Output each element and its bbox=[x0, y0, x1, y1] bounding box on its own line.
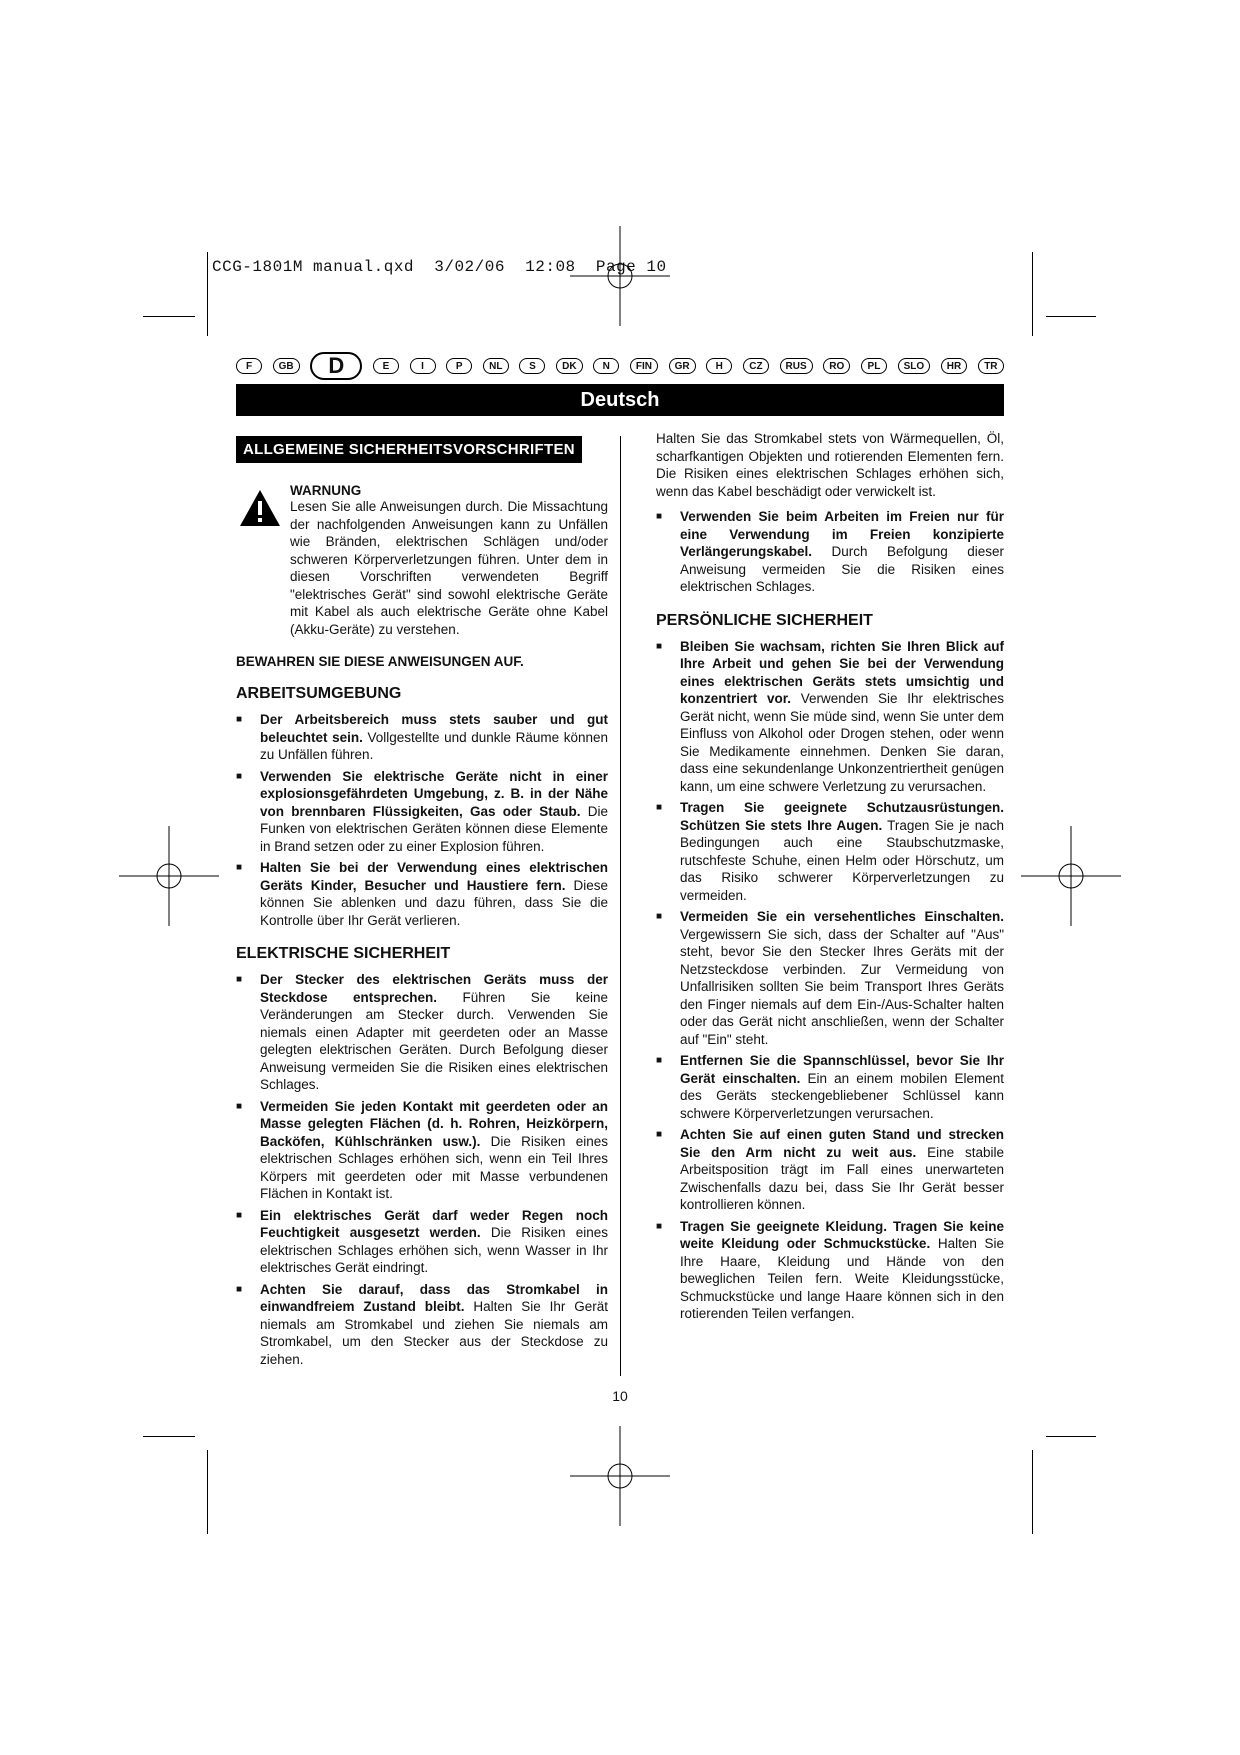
warning-block bbox=[236, 483, 608, 638]
warning-text: Lesen Sie alle Anweisungen durch. Die Missachtung der nachfolgenden Anweisungen kann zu Unfällen wie Bränden, elektrischen Schlägen und/oder schweren Körperverletzungen führen. Unter dem in diesen Vorschriften verwendeten Begriff "elektrisches Gerät" sind sowohl elektrische Geräte mit Kabel als auch elektrische Geräte ohne Kabel (Akku-Geräte) zu verstehen. bbox=[290, 499, 608, 637]
list-item: ■ Verwenden Sie beim Arbeiten im Freien nur für eine Verwendung im Freien konzipierte Verlängerungskabel. Durch Befolgung dieser Anweisung vermeiden Sie die Risiken eines elektrischen Schlages. bbox=[656, 508, 1004, 596]
list-item: ■ Vermeiden Sie ein versehentliches Einschalten. Vergewissern Sie sich, dass der Schalter auf "Aus" steht, bevor Sie den Stecker Ihres Geräts mit der Netzsteckdose verbinden. Zur Vermeidung von Unfallrisiken sollten Sie beim Transport Ihres Geräts den Finger niemals auf dem Ein-/Aus-Schalter halten oder das Gerät nicht anschließen, wenn der Schalter auf "Ein" steht. bbox=[656, 908, 1004, 1048]
language-banner: Deutsch bbox=[236, 384, 1004, 416]
registration-mark-icon bbox=[119, 826, 219, 926]
language-tab-cz[interactable]: CZ bbox=[743, 358, 769, 374]
language-tab-pl[interactable]: PL bbox=[861, 358, 887, 374]
crop-mark bbox=[1046, 316, 1096, 317]
page-number: 10 bbox=[612, 1388, 628, 1404]
language-tab-h[interactable]: H bbox=[706, 358, 732, 374]
crop-mark bbox=[143, 316, 195, 317]
continuation-text: Halten Sie das Stromkabel stets von Wärmequellen, Öl, scharfkantigen Objekten und rotierenden Elementen fern. Die Risiken eines elektrischen Schlages erhöhen sich, wenn das Kabel beschädigt oder verwickelt ist. bbox=[656, 431, 1004, 499]
list-item: ■ Verwenden Sie elektrische Geräte nicht in einer explosionsgefährdeten Umgebung, z. B. in der Nähe von brennbaren Flüssigkeiten, Gas oder Staub. Die Funken von elektrischen Geräten können diese Elemente in Brand setzen oder zu einer Explosion führen. bbox=[236, 768, 608, 856]
crop-mark bbox=[207, 1450, 208, 1534]
list-item: ■ Der Stecker des elektrischen Geräts muss der Steckdose entsprechen. Führen Sie keine Veränderungen am Stecker durch. Verwenden Sie niemals einen Adapter mit geerdeten oder an Masse gelegten elektrischen Geräten. Durch Befolgung dieser Anweisung vermeiden Sie die Risiken eines elektrischen Schlages. bbox=[236, 971, 608, 1094]
language-tab-e[interactable]: E bbox=[373, 358, 399, 374]
list-item: ■ Vermeiden Sie jeden Kontakt mit geerdeten oder an Masse gelegten Flächen (d. h. Rohren, Heizkörpern, Backöfen, Kühlschränken usw.). Die Risiken eines elektrischen Schlages erhöhen sich, wenn ein Teil Ihres Körpers mit geerdeten oder mit Masse verbundenen Flächen in Kontakt ist. bbox=[236, 1098, 608, 1203]
language-tab-i[interactable]: I bbox=[410, 358, 436, 374]
work-area-list bbox=[236, 711, 608, 929]
language-tab-rus[interactable]: RUS bbox=[780, 358, 813, 374]
column-divider bbox=[620, 436, 621, 1376]
list-item: ■ Halten Sie bei der Verwendung eines elektrischen Geräts Kinder, Besucher und Haustiere fern. Diese können Sie ablenken und dazu führen, dass Sie die Kontrolle über Ihr Gerät verlieren. bbox=[236, 859, 608, 929]
crop-mark bbox=[1032, 252, 1033, 336]
language-tab-fin[interactable]: FIN bbox=[630, 358, 658, 374]
electrical-outdoor-list bbox=[656, 508, 1004, 596]
list-item: ■ Ein elektrisches Gerät darf weder Regen noch Feuchtigkeit ausgesetzt werden. Die Risiken eines elektrischen Schlages erhöhen sich, wenn Wasser in Ihr elektrisches Gerät eindringt. bbox=[236, 1207, 608, 1277]
left-column bbox=[236, 436, 608, 1372]
language-tab-p[interactable]: P bbox=[446, 358, 472, 374]
registration-mark-icon bbox=[570, 226, 670, 326]
list-item: ■ Der Arbeitsbereich muss stets sauber und gut beleuchtet sein. Vollgestellte und dunkle Räume können zu Unfällen führen. bbox=[236, 711, 608, 764]
list-item: ■ Achten Sie darauf, dass das Stromkabel in einwandfreiem Zustand bleibt. Halten Sie Ihr Gerät niemals am Stromkabel und ziehen Sie niemals am Stromkabel, um den Stecker aus der Steckdose zu ziehen. bbox=[236, 1281, 608, 1369]
section-heading-electrical: ELEKTRISCHE SICHERHEIT bbox=[236, 945, 451, 962]
language-tab-tr[interactable]: TR bbox=[978, 358, 1004, 374]
crop-mark bbox=[1032, 1450, 1033, 1534]
list-item: ■ Achten Sie auf einen guten Stand und strecken Sie den Arm nicht zu weit aus. Eine stabile Arbeitsposition trägt im Fall eines unerwarteten Zwischenfalls dazu bei, dass Sie Ihr Gerät besser kontrollieren können. bbox=[656, 1126, 1004, 1214]
language-tab-hr[interactable]: HR bbox=[941, 358, 967, 374]
list-item: ■ Tragen Sie geeignete Schutzausrüstungen. Schützen Sie stets Ihre Augen. Tragen Sie je nach Bedingungen auch eine Staubschutzmaske, rutschfeste Schuhe, einen Helm oder Hörschutz, um das Risiko schwerer Körperverletzungen zu vermeiden. bbox=[656, 799, 1004, 904]
language-tab-gr[interactable]: GR bbox=[669, 358, 696, 374]
language-tab-dk[interactable]: DK bbox=[556, 358, 582, 374]
language-tab-nl[interactable]: NL bbox=[483, 358, 509, 374]
section-heading-work-area: ARBEITSUMGEBUNG bbox=[236, 685, 402, 702]
list-item: ■ Bleiben Sie wachsam, richten Sie Ihren Blick auf Ihre Arbeit und gehen Sie bei der Verwendung eines elektrischen Geräts stets umsichtig und konzentriert vor. Verwenden Sie Ihr elektrisches Gerät nicht, wenn Sie müde sind, wenn Sie unter dem Einfluss von Alkohol oder Drogen stehen, oder wenn Sie Medikamente einnehmen. Denken Sie daran, dass eine sekundenlange Unkonzentriertheit genügen kann, um eine schwere Verletzung zu verursachen. bbox=[656, 638, 1004, 796]
section-heading-general: ALLGEMEINE SICHERHEITSVORSCHRIFTEN bbox=[236, 436, 582, 463]
list-item: ■ Entfernen Sie die Spannschlüssel, bevor Sie Ihr Gerät einschalten. Ein an einem mobilen Element des Geräts steckengebliebener Schlüssel kann schwere Körperverletzungen verursachen. bbox=[656, 1052, 1004, 1122]
section-heading-personal: PERSÖNLICHE SICHERHEIT bbox=[656, 611, 873, 629]
language-tab-slo[interactable]: SLO bbox=[898, 358, 931, 374]
registration-mark-icon bbox=[1021, 826, 1121, 926]
crop-mark bbox=[1046, 1436, 1096, 1437]
registration-mark-icon bbox=[570, 1426, 670, 1526]
right-column bbox=[656, 430, 1004, 1327]
warning-title: WARNUNG bbox=[290, 483, 362, 498]
list-item: ■ Tragen Sie geeignete Kleidung. Tragen Sie keine weite Kleidung oder Schmuckstücke. Halten Sie Ihre Haare, Kleidung und Hände von den beweglichen Teilen fern. Weite Kleidungsstücke, Schmuckstücke und lange Haare können sich in den rotierenden Teilen verfangen. bbox=[656, 1218, 1004, 1323]
electrical-list bbox=[236, 971, 608, 1368]
print-slug: CCG-1801M manual.qxd 3/02/06 12:08 Page 10 bbox=[212, 258, 667, 276]
crop-mark bbox=[143, 1436, 195, 1437]
language-selector bbox=[236, 352, 1004, 380]
language-tab-gb[interactable]: GB bbox=[273, 358, 300, 374]
language-tab-f[interactable]: F bbox=[236, 358, 262, 374]
language-tab-n[interactable]: N bbox=[593, 358, 619, 374]
keep-instructions: BEWAHREN SIE DIESE ANWEISUNGEN AUF. bbox=[236, 654, 524, 669]
language-tab-d[interactable]: D bbox=[310, 352, 362, 380]
warning-triangle-icon bbox=[239, 489, 281, 527]
language-tab-s[interactable]: S bbox=[519, 358, 545, 374]
personal-list bbox=[656, 638, 1004, 1323]
language-tab-ro[interactable]: RO bbox=[823, 358, 850, 374]
crop-mark bbox=[207, 252, 208, 336]
